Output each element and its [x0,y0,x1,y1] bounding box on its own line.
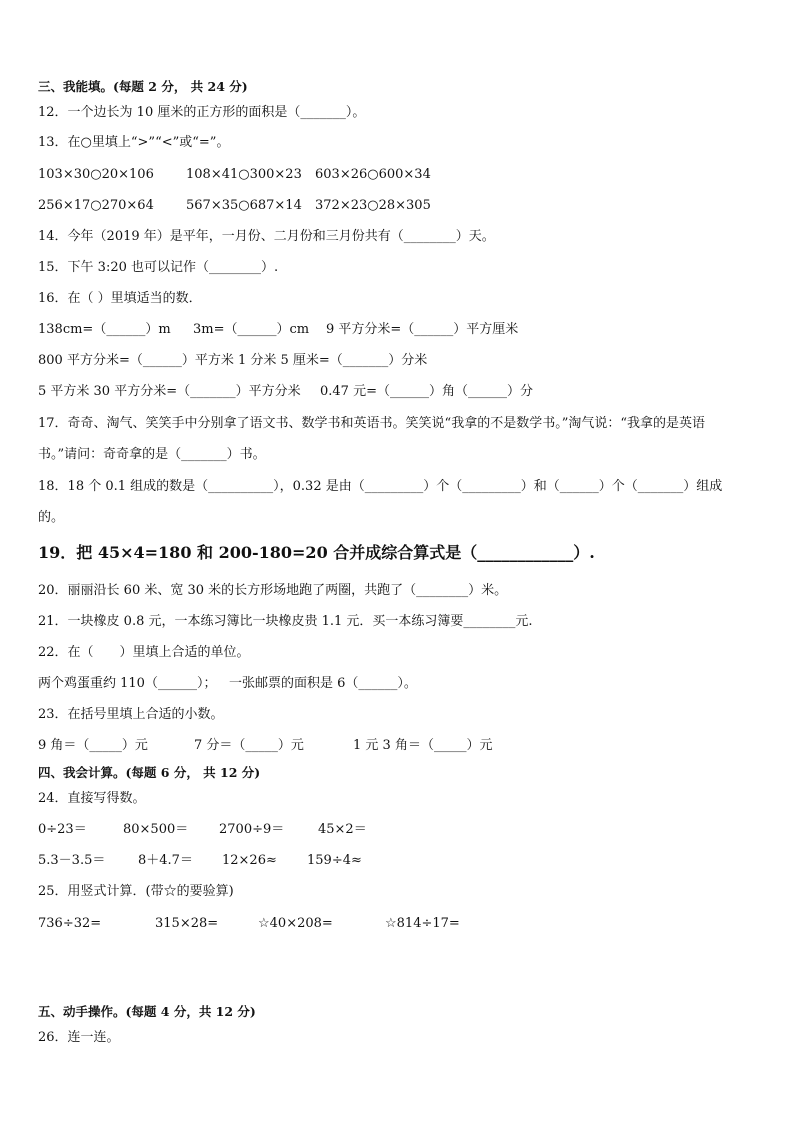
question-19: 19．把 45×4=180 和 200-180=20 合并成综合算式是（____________）. [38,543,595,562]
section4-title: 四、我会计算。(每题 6 分， 共 12 分) [38,765,261,780]
section3-title: 三、我能填。(每题 2 分， 共 24 分) [38,79,248,94]
calc-item: 45×2＝ [318,822,367,837]
compare-item: 603×26○600×34 [315,167,431,182]
question-13-row2 [38,197,431,215]
fill-item: 0.47 元=（______）角（______）分 [320,384,533,399]
question-24: 24．直接写得数。 [38,791,146,806]
calc-item: 8＋4.7＝ [138,853,193,868]
question-13-row1 [38,166,431,184]
compare-item: 256×17○270×64 [38,198,154,213]
fill-item: 9 角＝（_____）元 [38,738,148,753]
question-25-row1 [38,915,460,933]
fill-item: 138cm=（______）m [38,322,171,337]
fill-item: 1 元 3 角＝（_____）元 [353,738,493,753]
question-14: 14．今年（2019 年）是平年，一月份、二月份和三月份共有（________）天。 [38,229,495,244]
calc-item: 80×500＝ [123,822,189,837]
calc-item: 5.3－3.5＝ [38,853,106,868]
question-16: 16．在（ ）里填适当的数． [38,291,202,306]
question-21: 21．一块橡皮 0.8 元，一本练习簿比一块橡皮贵 1.1 元．买一本练习簿要________元. [38,614,533,629]
question-20: 20．丽丽沿长 60 米、宽 30 米的长方形场地跑了两圈，共跑了（________）米。 [38,583,508,598]
question-16-row3 [38,383,533,401]
question-18-line2: 的。 [38,510,65,525]
question-23-row1 [38,737,492,755]
fill-item: 一张邮票的面积是 6（______）。 [229,676,417,691]
calc-item: 0÷23＝ [38,822,87,837]
calc-item: 12×26≈ [222,853,277,868]
calc-item: 159÷4≈ [307,853,362,868]
compare-item: 372×23○28×305 [315,198,431,213]
fill-item: 3m=（______）cm [193,322,310,337]
question-13: 13．在○里填上“>”“<”或“=”。 [38,135,230,150]
question-22-row1 [38,675,417,693]
question-12: 12．一个边长为 10 厘米的正方形的面积是（_______）。 [38,105,366,120]
question-23: 23．在括号里填上合适的小数。 [38,707,224,722]
fill-item: 9 平方分米=（______）平方厘米 [326,322,519,337]
question-25: 25．用竖式计算．(带☆的要验算) [38,884,234,899]
question-22: 22．在（ ）里填上合适的单位。 [38,645,250,660]
fill-item: 7 分＝（_____）元 [194,738,304,753]
fill-item: 5 平方米 30 平方分米=（_______）平方分米 [38,384,301,399]
calc-item: 736÷32= [38,916,102,931]
question-15: 15．下午 3:20 也可以记作（________）. [38,260,279,275]
question-24-row2 [38,852,362,870]
question-17-line2: 书。”请问：奇奇拿的是（_______）书。 [38,447,266,462]
question-26: 26．连一连。 [38,1030,120,1045]
calc-item: 2700÷9＝ [219,822,285,837]
calc-item: ☆40×208= [258,916,333,931]
calc-item: 315×28= [155,916,219,931]
compare-item: 567×35○687×14 [186,198,302,213]
question-16-row2: 800 平方分米=（______）平方米 1 分米 5 厘米=（_______）分米 [38,353,428,368]
section5-title: 五、动手操作。(每题 4 分，共 12 分) [38,1004,256,1019]
question-16-row1 [38,321,518,339]
calc-item: ☆814÷17= [385,916,460,931]
compare-item: 108×41○300×23 [186,167,302,182]
fill-item: 两个鸡蛋重约 110（______）； [38,676,217,691]
question-17-line1: 17．奇奇、淘气、笑笑手中分别拿了语文书、数学书和英语书。笑笑说“我拿的不是数学书。”淘气说：“我拿的是英语 [38,416,705,431]
question-18-line1: 18．18 个 0.1 组成的数是（__________），0.32 是由（_________）个（_________）和（______）个（_______）组成 [38,479,723,494]
question-24-row1 [38,821,367,839]
compare-item: 103×30○20×106 [38,167,154,182]
